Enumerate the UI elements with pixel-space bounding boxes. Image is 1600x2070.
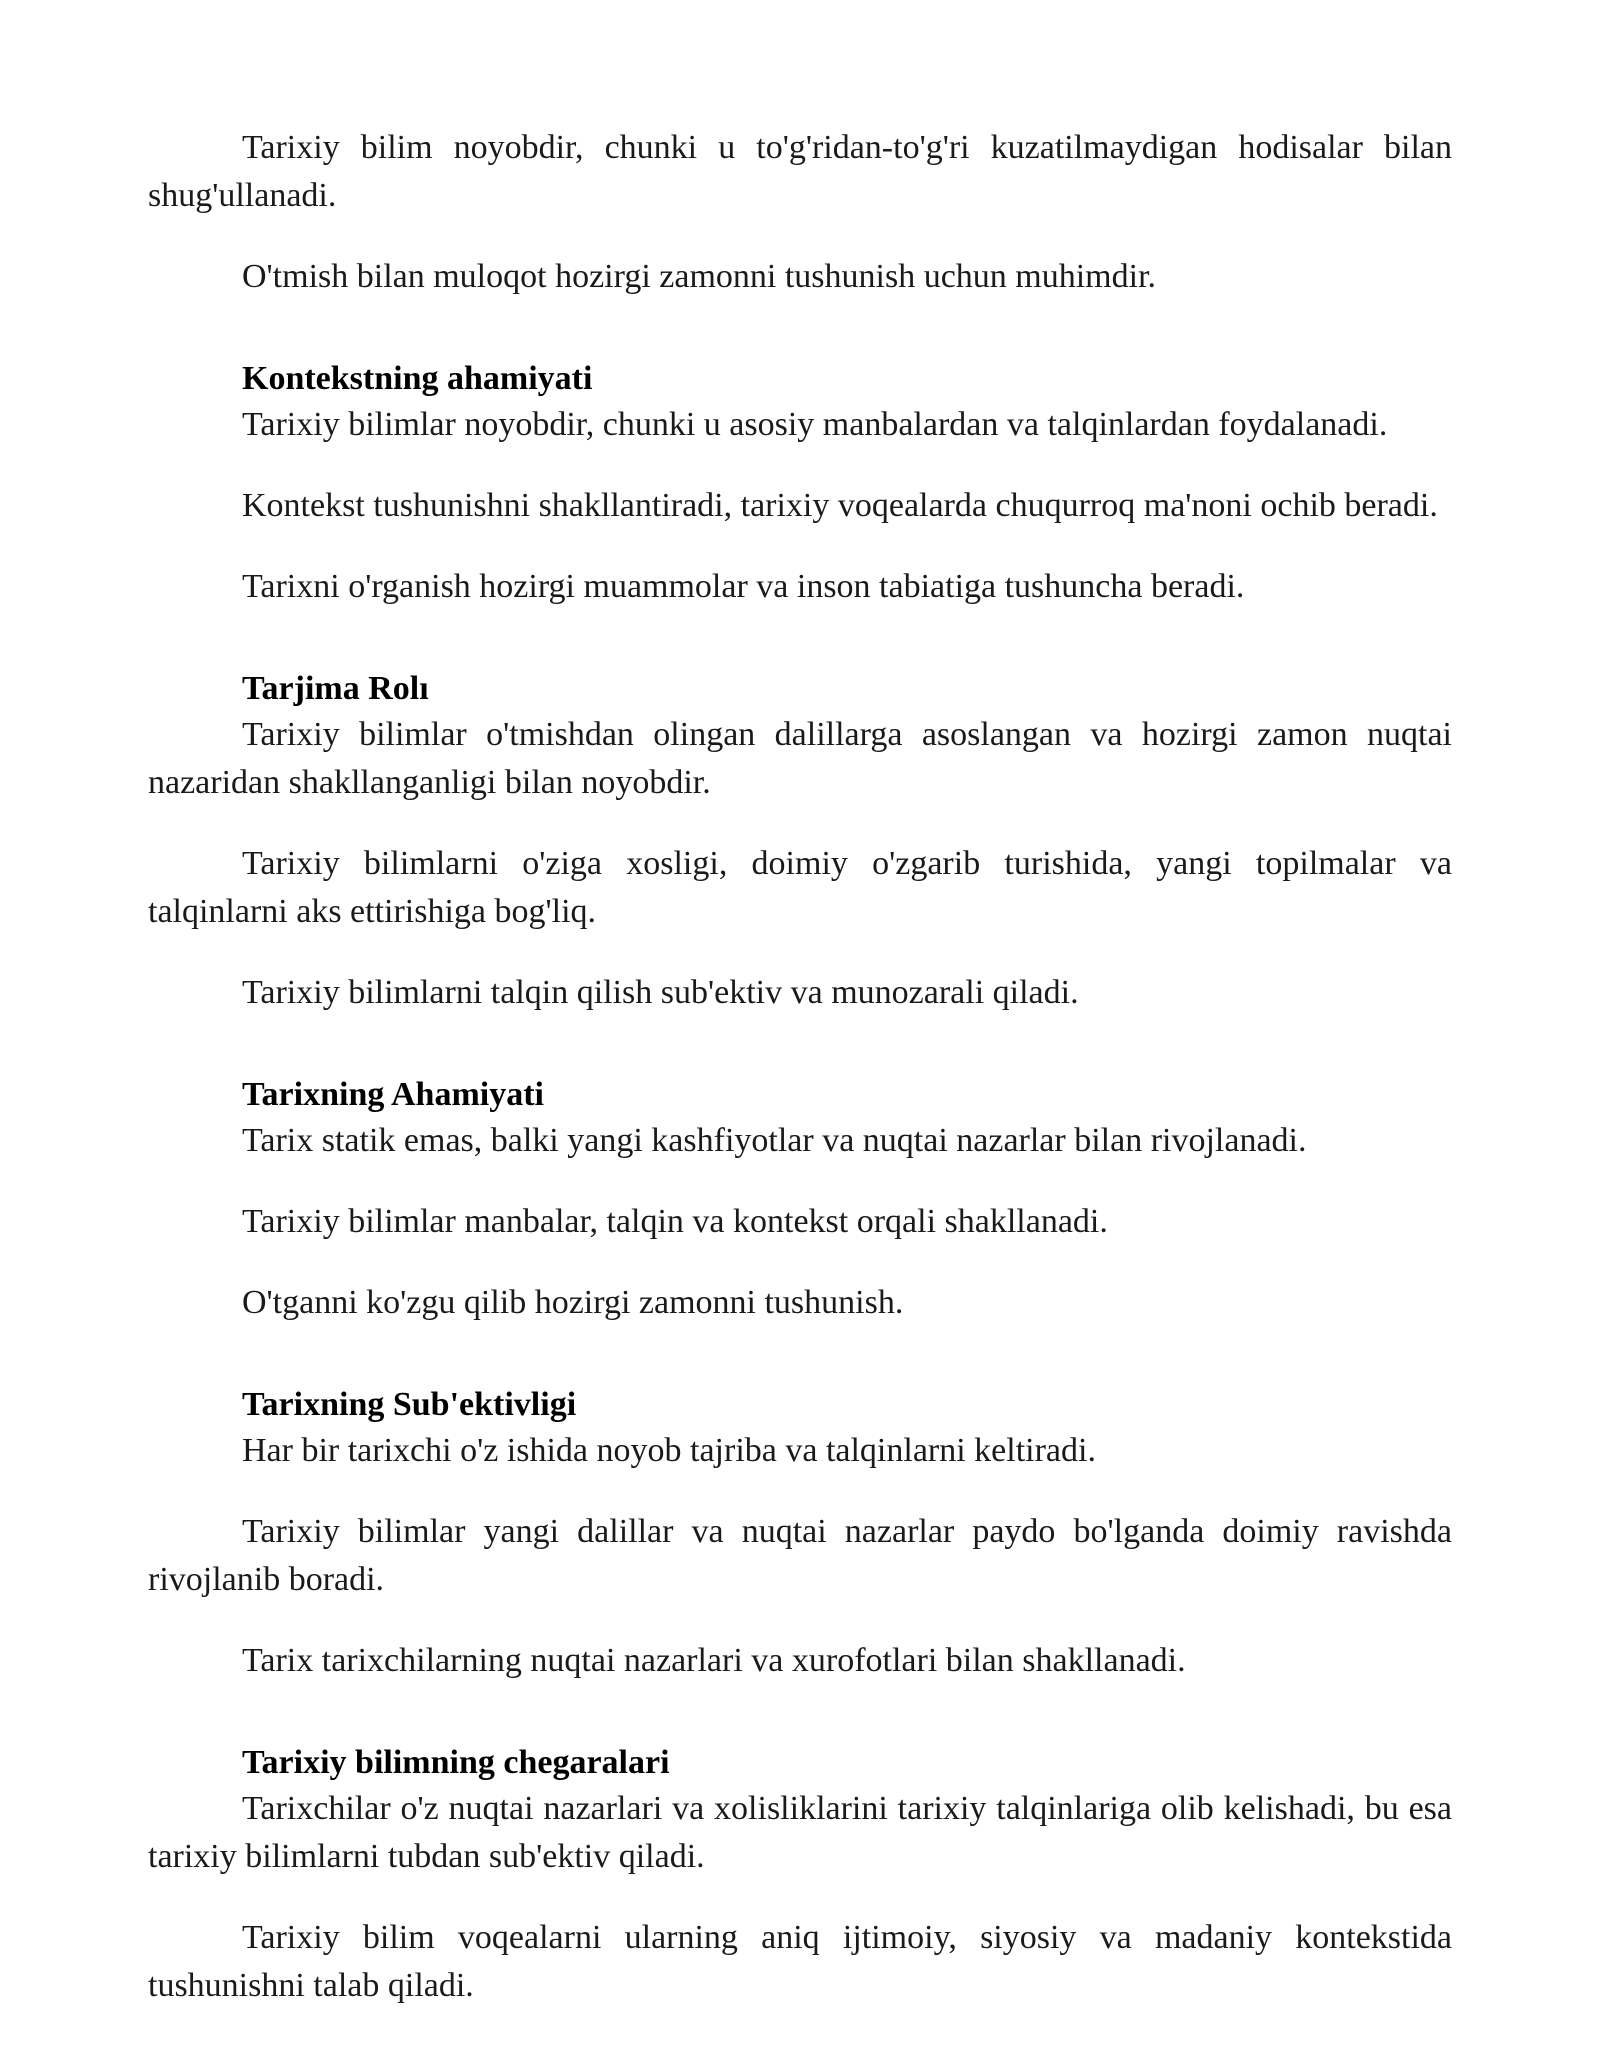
- section-context-paragraph-3: Tarixni o'rganish hozirgi muammolar va inson tabiatiga tushuncha beradi.: [242, 568, 1245, 605]
- section-heading-translation-role: Tarjima Rolı: [242, 670, 429, 707]
- section-context-paragraph-1: Tarixiy bilimlar noyobdir, chunki u asosiy manbalardan va talqinlardan foydalanadi.: [242, 406, 1388, 443]
- intro-paragraph-1: Tarixiy bilim noyobdir, chunki u to'g'ridan-to'g'ri kuzatilmaydigan hodisalar bilan shug'ullanadi.: [148, 129, 1452, 214]
- section-subjectivity-paragraph-2: Tarixiy bilimlar yangi dalillar va nuqtai nazarlar paydo bo'lganda doimiy ravishda rivojlanib boradi.: [148, 1513, 1452, 1598]
- intro-paragraph-2: O'tmish bilan muloqot hozirgi zamonni tushunish uchun muhimdir.: [242, 258, 1157, 295]
- section-heading-context: Kontekstning ahamiyati: [242, 360, 593, 397]
- section-importance-paragraph-3: O'tganni ko'zgu qilib hozirgi zamonni tushunish.: [242, 1284, 904, 1321]
- section-importance-paragraph-1: Tarix statik emas, balki yangi kashfiyotlar va nuqtai nazarlar bilan rivojlanadi.: [242, 1122, 1307, 1159]
- section-limits-paragraph-2: Tarixiy bilim voqealarni ularning aniq ijtimoiy, siyosiy va madaniy kontekstida tushunishni talab qiladi.: [148, 1919, 1452, 2004]
- section-subjectivity-paragraph-3: Tarix tarixchilarning nuqtai nazarlari va xurofotlari bilan shakllanadi.: [242, 1642, 1186, 1679]
- section-subjectivity-paragraph-1: Har bir tarixchi o'z ishida noyob tajriba va talqinlarni keltiradi.: [242, 1432, 1096, 1469]
- section-importance-paragraph-2: Tarixiy bilimlar manbalar, talqin va kontekst orqali shakllanadi.: [242, 1203, 1108, 1240]
- section-limits-paragraph-1: Tarixchilar o'z nuqtai nazarlari va xolisliklarini tarixiy talqinlariga olib kelishadi, bu esa tarixiy bilimlarni tubdan sub'ektiv qiladi.: [148, 1790, 1452, 1875]
- section-context-paragraph-2: Kontekst tushunishni shakllantiradi, tarixiy voqealarda chuqurroq ma'noni ochib beradi.: [242, 487, 1438, 524]
- document-page: [148, 124, 1452, 2043]
- section-heading-subjectivity: Tarixning Sub'ektivligi: [242, 1386, 577, 1423]
- section-heading-limits: Tarixiy bilimning chegaralari: [242, 1744, 670, 1781]
- section-translation-paragraph-1: Tarixiy bilimlar o'tmishdan olingan dalillarga asoslangan va hozirgi zamon nuqtai nazaridan shakllanganligi bilan noyobdir.: [148, 716, 1452, 801]
- section-heading-history-importance: Tarixning Ahamiyati: [242, 1076, 544, 1113]
- section-translation-paragraph-3: Tarixiy bilimlarni talqin qilish sub'ektiv va munozarali qiladi.: [242, 974, 1079, 1011]
- section-translation-paragraph-2: Tarixiy bilimlarni o'ziga xosligi, doimiy o'zgarib turishida, yangi topilmalar va talqinlarni aks ettirishiga bog'liq.: [148, 845, 1452, 930]
